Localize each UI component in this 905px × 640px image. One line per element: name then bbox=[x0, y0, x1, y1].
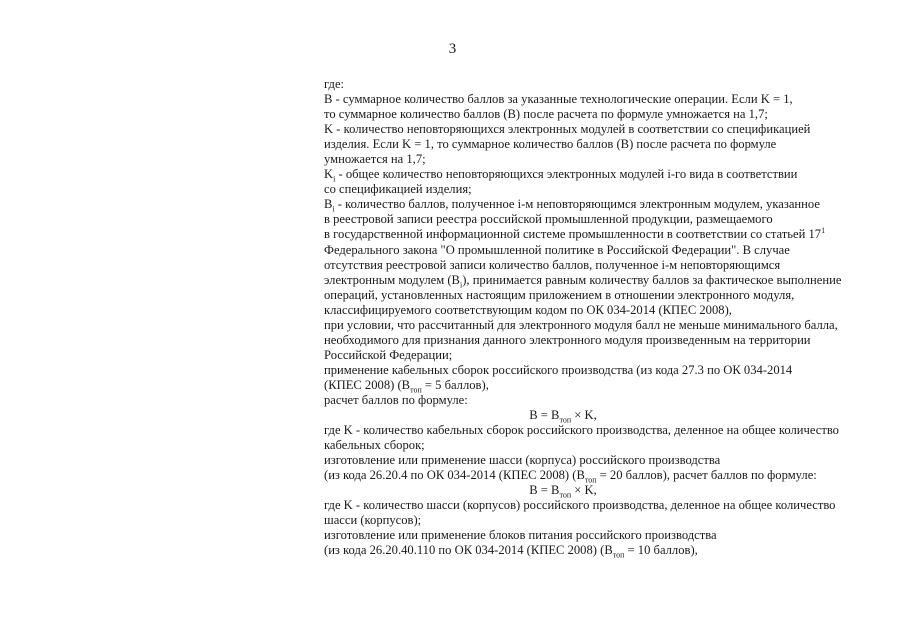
text-segment: × K, bbox=[571, 483, 597, 498]
text-line: Федерального закона "О промышленной политике в Российской Федерации". В случае bbox=[324, 242, 790, 257]
text-line bbox=[324, 227, 899, 242]
subscript: i bbox=[333, 174, 336, 184]
text-line bbox=[324, 378, 899, 393]
text-line: шасси (корпусов); bbox=[324, 513, 422, 528]
text-line: классифицируемого соответствующим кодом по ОК 034-2014 (КПЕС 2008), bbox=[324, 302, 732, 317]
text-segment: × K, bbox=[571, 408, 597, 423]
text-segment: (КПЕС 2008) (В bbox=[324, 377, 411, 392]
text-segment: В = В bbox=[529, 408, 560, 423]
text-segment: (из кода 26.20.4 по ОК 034-2014 (КПЕС 2008) (В bbox=[324, 468, 585, 483]
text-segment: В bbox=[324, 197, 333, 212]
subscript: топ bbox=[410, 385, 422, 395]
subscript: i bbox=[332, 204, 335, 214]
text-segment: электронным модулем (В bbox=[324, 272, 460, 287]
subscript: топ bbox=[612, 550, 625, 560]
text-line: применение кабельных сборок российского производства (из кода 27.3 по ОК 034-2014 bbox=[324, 362, 793, 377]
text-line: то суммарное количество баллов (В) после расчета по формуле умножается на 1,7; bbox=[324, 107, 768, 122]
text-segment: В = В bbox=[529, 483, 560, 498]
text-line bbox=[324, 468, 899, 483]
text-line: при условии, что рассчитанный для электронного модуля балл не меньше минимального балла, bbox=[324, 317, 838, 332]
text-segment: = 5 баллов), bbox=[421, 377, 489, 392]
text-segment: - количество баллов, полученное i-м неповторяющимся электронным модулем, указанное bbox=[334, 197, 820, 212]
text-line: Российской Федерации; bbox=[324, 347, 453, 362]
document-body bbox=[324, 77, 899, 559]
text-segment: в государственной информационной системе промышленности в соответствии со статьей 17 bbox=[324, 227, 822, 242]
text-line: где: bbox=[324, 77, 345, 91]
text-line: необходимого для признания данного электронного модуля произведенным на территории bbox=[324, 332, 811, 347]
text-line bbox=[324, 167, 899, 182]
text-line: со спецификацией изделия; bbox=[324, 182, 472, 197]
text-line: где K - количество шасси (корпусов) российского производства, деленное на общее количество bbox=[324, 498, 836, 513]
text-segment: = 20 баллов), расчет баллов по формуле: bbox=[596, 468, 817, 483]
text-line: расчет баллов по формуле: bbox=[324, 392, 468, 407]
text-line bbox=[324, 197, 899, 212]
subscript: топ bbox=[559, 415, 572, 425]
text-line: где K - количество кабельных сборок российского производства, деленное на общее количество bbox=[324, 423, 839, 438]
text-segment: (из кода 26.20.40.110 по ОК 034-2014 (КПЕС 2008) (В bbox=[324, 543, 613, 558]
text-line: изготовление или применение шасси (корпуса) российского производства bbox=[324, 453, 721, 468]
formula-line bbox=[324, 483, 802, 498]
text-line: умножается на 1,7; bbox=[324, 152, 426, 167]
text-line: кабельных сборок; bbox=[324, 438, 425, 453]
text-line: отсутствия реестровой записи количество баллов, полученное i-м неповторяющимся bbox=[324, 257, 781, 272]
text-line: в реестровой записи реестра российской промышленной продукции, размещаемого bbox=[324, 212, 773, 227]
page-number: 3 bbox=[448, 41, 457, 57]
text-line bbox=[324, 273, 899, 288]
subscript: топ bbox=[559, 490, 572, 500]
text-line: K - количество неповторяющихся электронных модулей в соответствии со спецификацией bbox=[324, 122, 811, 137]
text-segment: - общее количество неповторяющихся электронных модулей i-го вида в соответствии bbox=[335, 167, 798, 182]
text-line: изделия. Если K = 1, то суммарное количество баллов (В) после расчета по формуле bbox=[324, 137, 777, 152]
superscript: 1 bbox=[821, 226, 826, 236]
text-segment: ), принимается равным количеству баллов за фактическое выполнение bbox=[462, 272, 842, 287]
subscript: топ bbox=[584, 475, 597, 485]
text-line: изготовление или применение блоков питания российского производства bbox=[324, 528, 717, 543]
text-line: В - суммарное количество баллов за указанные технологические операции. Если K = 1, bbox=[324, 92, 793, 107]
text-line: операций, установленных настоящим приложением в отношении электронного модуля, bbox=[324, 287, 795, 302]
text-segment: K bbox=[324, 167, 334, 182]
formula-line bbox=[324, 408, 802, 423]
text-line bbox=[324, 543, 899, 558]
text-segment: = 10 баллов), bbox=[624, 543, 698, 558]
subscript: i bbox=[459, 280, 463, 290]
